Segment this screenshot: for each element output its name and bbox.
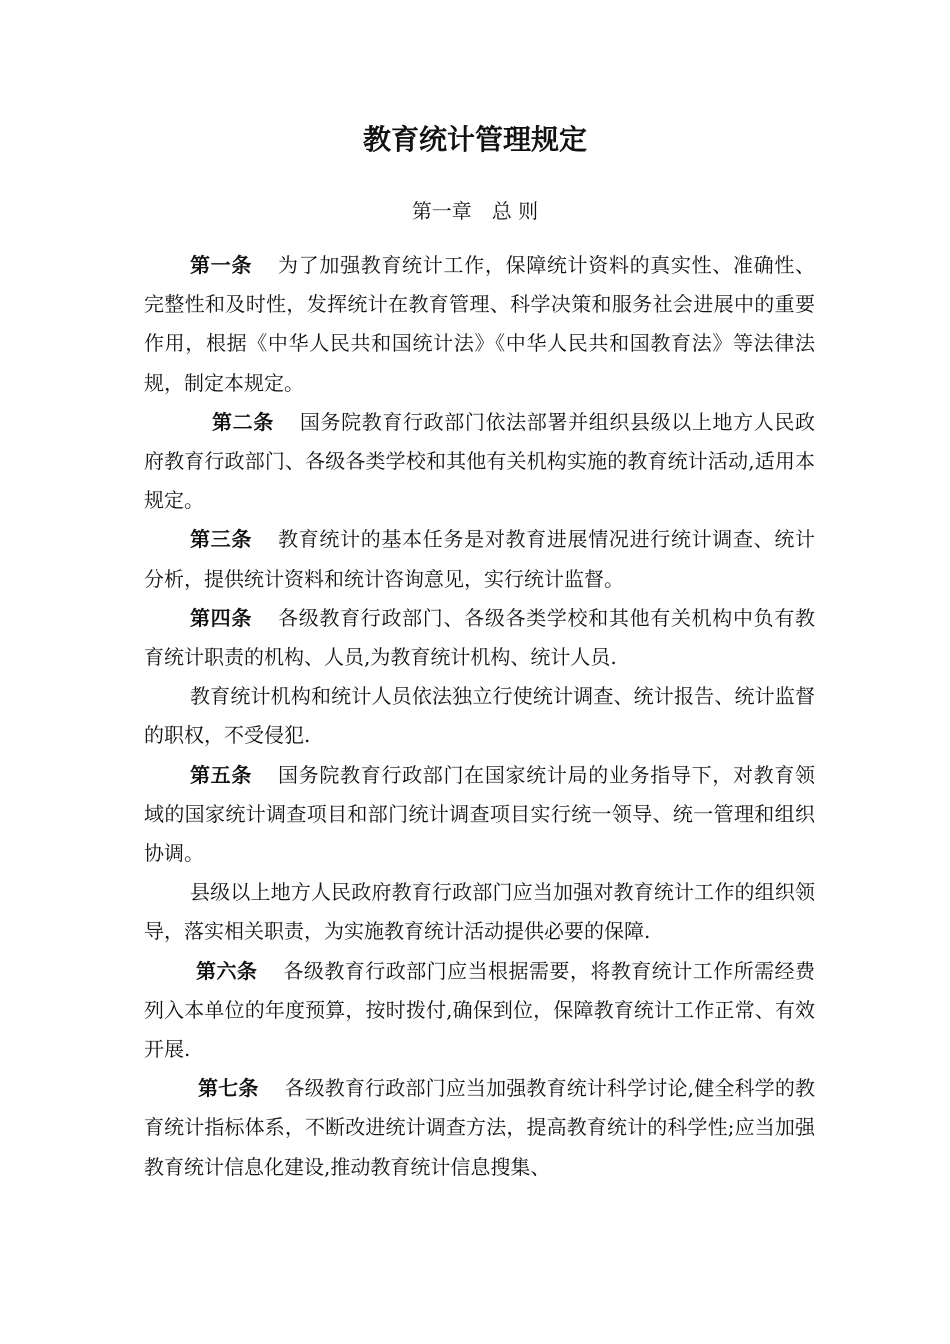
document-body xyxy=(144,246,815,1187)
article-paragraph xyxy=(144,403,815,521)
article-paragraph xyxy=(144,952,815,1070)
paragraph-text: 教育统计机构和统计人员依法独立行使统计调查、统计报告、统计监督的职权，不受侵犯. xyxy=(144,684,815,748)
paragraph-text: 县级以上地方人民政府教育行政部门应当加强对教育统计工作的组织领导，落实相关职责，为实施教育统计活动提供必要的保障. xyxy=(144,880,815,944)
article-paragraph xyxy=(144,599,815,677)
chapter-heading: 第一章 总 则 xyxy=(411,199,539,223)
article-number: 第三条 xyxy=(190,527,253,552)
article-text: 各级教育行政部门应当根据需要，将教育统计工作所需经费列入本单位的年度预算，按时拨付,确保到位，保障教育统计工作正常、有效开展. xyxy=(144,958,816,1062)
article-number: 第一条 xyxy=(190,253,253,277)
article-text: 国务院教育行政部门在国家统计局的业务指导下，对教育领域的国家统计调查项目和部门统计调查项目实行统一领导、统一管理和组织协调。 xyxy=(144,762,816,866)
article-text: 各级教育行政部门、各级各类学校和其他有关机构中负有教育统计职责的机构、人员,为教育统计机构、统计人员. xyxy=(144,605,816,670)
article-text: 各级教育行政部门应当加强教育统计科学讨论,健全科学的教育统计指标体系，不断改进统计调查方法，提高教育统计的科学性;应当加强教育统计信息化建设,推动教育统计信息搜集、 xyxy=(144,1076,816,1179)
article-paragraph xyxy=(144,1069,815,1187)
paragraph xyxy=(144,677,815,755)
article-paragraph xyxy=(144,520,815,598)
article-number: 第二条 xyxy=(212,409,274,434)
article-paragraph xyxy=(144,246,815,403)
article-number: 第五条 xyxy=(190,762,253,787)
article-number: 第四条 xyxy=(190,605,253,630)
article-number: 第六条 xyxy=(196,958,258,983)
paragraph xyxy=(144,873,815,951)
article-text: 为了加强教育统计工作，保障统计资料的真实性、准确性、完整性和及时性，发挥统计在教育管理、科学决策和服务社会进展中的重要作用，根据《中华人民共和国统计法》《中华人民共和国教育法》等法律法规，制定本规定。 xyxy=(144,253,816,395)
article-text: 国务院教育行政部门依法部署并组织县级以上地方人民政府教育行政部门、各级各类学校和其他有关机构实施的教育统计活动,适用本规定。 xyxy=(144,409,816,513)
document-title: 教育统计管理规定 xyxy=(362,123,587,156)
article-number: 第七条 xyxy=(198,1076,259,1101)
article-text: 教育统计的基本任务是对教育进展情况进行统计调查、统计分析，提供统计资料和统计咨询意见，实行统计监督。 xyxy=(144,527,816,591)
article-paragraph xyxy=(144,756,815,874)
